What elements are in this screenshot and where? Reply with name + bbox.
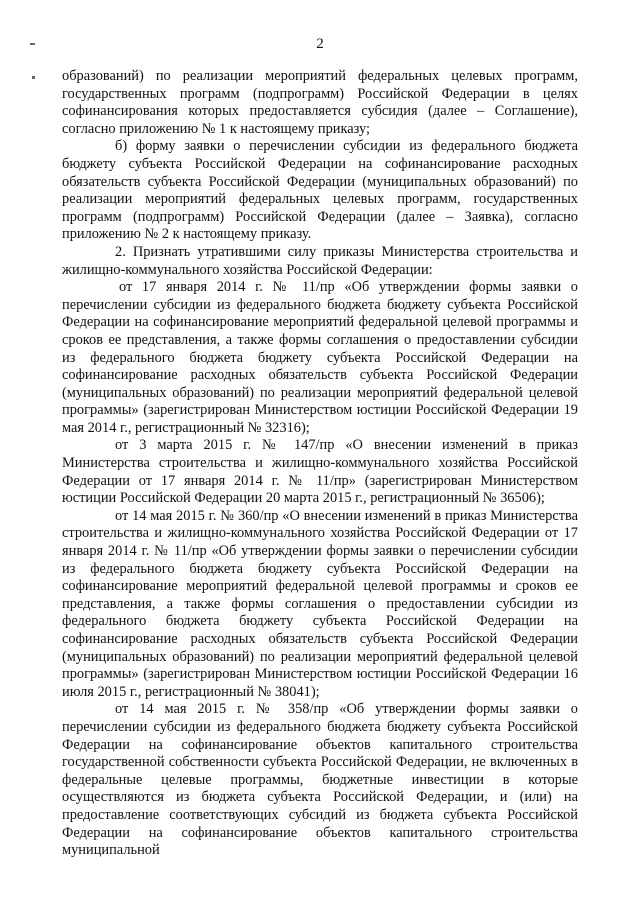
paragraph-continuation: образований) по реализации мероприятий федеральных целевых программ, государственных программ (подпрограмм) Российской Федерации в целях софинансирования которых предоставляется субсидия (далее – Соглашение), согласно приложению № 1 к настоящему приказу; — [62, 68, 578, 137]
margin-mark-side — [32, 76, 35, 79]
paragraph-item-2: 2. Признать утратившими силу приказы Министерства строительства и жилищно-коммунального хозяйства Российской Федерации: — [62, 243, 578, 278]
margin-mark-top — [30, 43, 35, 45]
document-body — [62, 68, 578, 860]
paragraph-item-b: б) форму заявки о перечислении субсидии из федерального бюджета бюджету субъекта Российской Федерации на софинансирование расходных обязательств субъекта Российской Федерации (муниципальных образований) по реализации мероприятий федеральных целевых программ, государственных программ (подпрограмм) Российской Федерации (далее – Заявка), согласно приложению № 2 к настоящему приказу. — [62, 138, 578, 243]
page-number: 2 — [316, 36, 324, 52]
paragraph-order-11-pr: от 17 января 2014 г. № 11/пр «Об утверждении формы заявки о перечислении субсидии из федерального бюджета бюджету субъекта Российской Федерации на софинансирование мероприятий федеральной целевой программы и сроков ее представления, а также формы соглашения о предоставлении субсидии из федерального бюджета бюджету субъекта Российской Федерации на софинансирование расходных обязательств субъекта Российской Федерации (муниципальных образований) по реализации мероприятий федеральной целевой программы» (зарегистрирован Министерством юстиции Российской Федерации 19 мая 2014 г., регистрационный № 32316); — [62, 279, 578, 436]
paragraph-order-360-pr: от 14 мая 2015 г. № 360/пр «О внесении изменений в приказ Министерства строительства и жилищно-коммунального хозяйства Российской Федерации от 17 января 2014 г. № 11/пр «Об утверждении формы заявки о перечислении субсидии из федерального бюджета бюджету субъекта Российской Федерации на софинансирование мероприятий федеральной целевой программы и сроков ее представления, а также формы соглашения о предоставлении субсидии из федерального бюджета бюджету субъекта Российской Федерации на софинансирование расходных обязательств субъекта Российской Федерации (муниципальных образований) по реализации мероприятий федеральной целевой программы» (зарегистрирован Министерством юстиции Российской Федерации 16 июля 2015 г., регистрационный № 38041); — [62, 507, 578, 700]
paragraph-order-147-pr: от 3 марта 2015 г. № 147/пр «О внесении изменений в приказ Министерства строительства и жилищно-коммунального хозяйства Российской Федерации от 17 января 2014 г. № 11/пр» (зарегистрирован Министерством юстиции Российской Федерации 20 марта 2015 г., регистрационный № 36506); — [62, 437, 578, 507]
paragraph-order-358-pr: от 14 мая 2015 г. № 358/пр «Об утверждении формы заявки о перечислении субсидии из федерального бюджета бюджету субъекта Российской Федерации на софинансирование объектов капитального строительства государственной собственности субъекта Российской Федерации, не включенных в федеральные целевые программы, бюджетные инвестиции в которые осуществляются из бюджета субъекта Российской Федерации, и (или) на предоставление соответствующих субсидий из бюджета субъекта Российской Федерации на софинансирование объектов капитального строительства муниципальной — [62, 701, 578, 859]
